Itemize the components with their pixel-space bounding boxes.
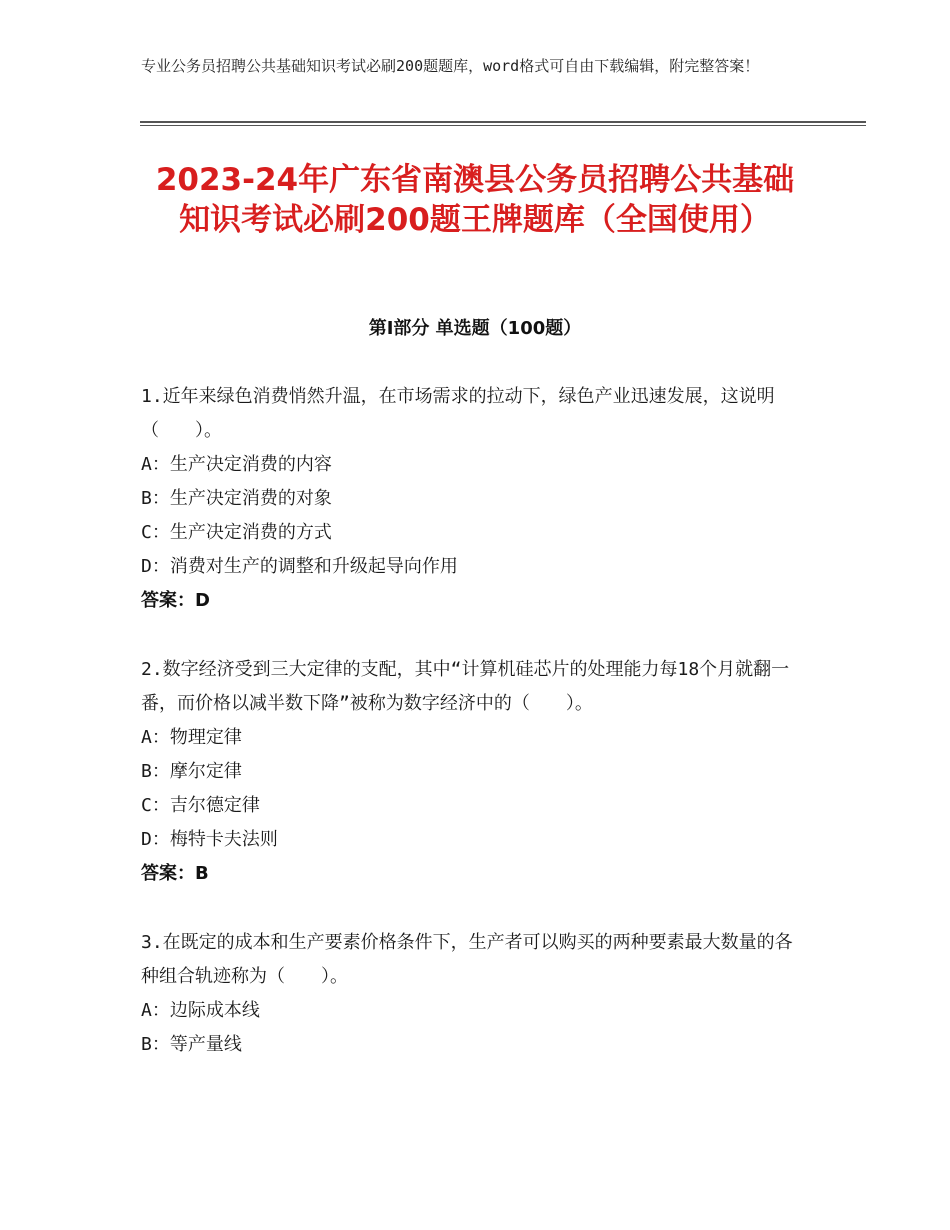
question-list [141, 380, 801, 1062]
question-item [141, 653, 801, 891]
option-b: B：摩尔定律 [141, 761, 242, 782]
section-title: 第I部分 单选题（100题） [368, 318, 582, 339]
answer-text: 答案：B [141, 863, 209, 884]
option-b: B：生产决定消费的对象 [141, 488, 332, 509]
header-note: 专业公务员招聘公共基础知识考试必刷200题题库，word格式可自由下载编辑，附完整答案！ [141, 57, 760, 75]
question-text: 2.数字经济受到三大定律的支配，其中“计算机硅芯片的处理能力每18个月就翻一番，而价格以减半数下降”被称为数字经济中的（ ）。 [141, 659, 790, 714]
question-text: 1.近年来绿色消费悄然升温，在市场需求的拉动下，绿色产业迅速发展，这说明（ ）。 [141, 386, 775, 441]
question-item [141, 380, 801, 618]
option-a: A：边际成本线 [141, 1000, 260, 1021]
document-title: 2023-24年广东省南澳县公务员招聘公共基础知识考试必刷200题王牌题库（全国使用） [155, 162, 795, 238]
question-item [141, 926, 801, 1062]
option-d: D：梅特卡夫法则 [141, 829, 278, 850]
option-a: A：物理定律 [141, 727, 242, 748]
option-a: A：生产决定消费的内容 [141, 454, 332, 475]
header-rule-thin [140, 125, 866, 126]
header-rule-thick [140, 121, 866, 123]
option-c: C：生产决定消费的方式 [141, 522, 332, 543]
option-c: C：吉尔德定律 [141, 795, 260, 816]
option-b: B：等产量线 [141, 1034, 242, 1055]
option-d: D：消费对生产的调整和升级起导向作用 [141, 556, 458, 577]
answer-text: 答案：D [141, 590, 210, 611]
question-text: 3.在既定的成本和生产要素价格条件下，生产者可以购买的两种要素最大数量的各种组合轨迹称为（ ）。 [141, 932, 793, 987]
